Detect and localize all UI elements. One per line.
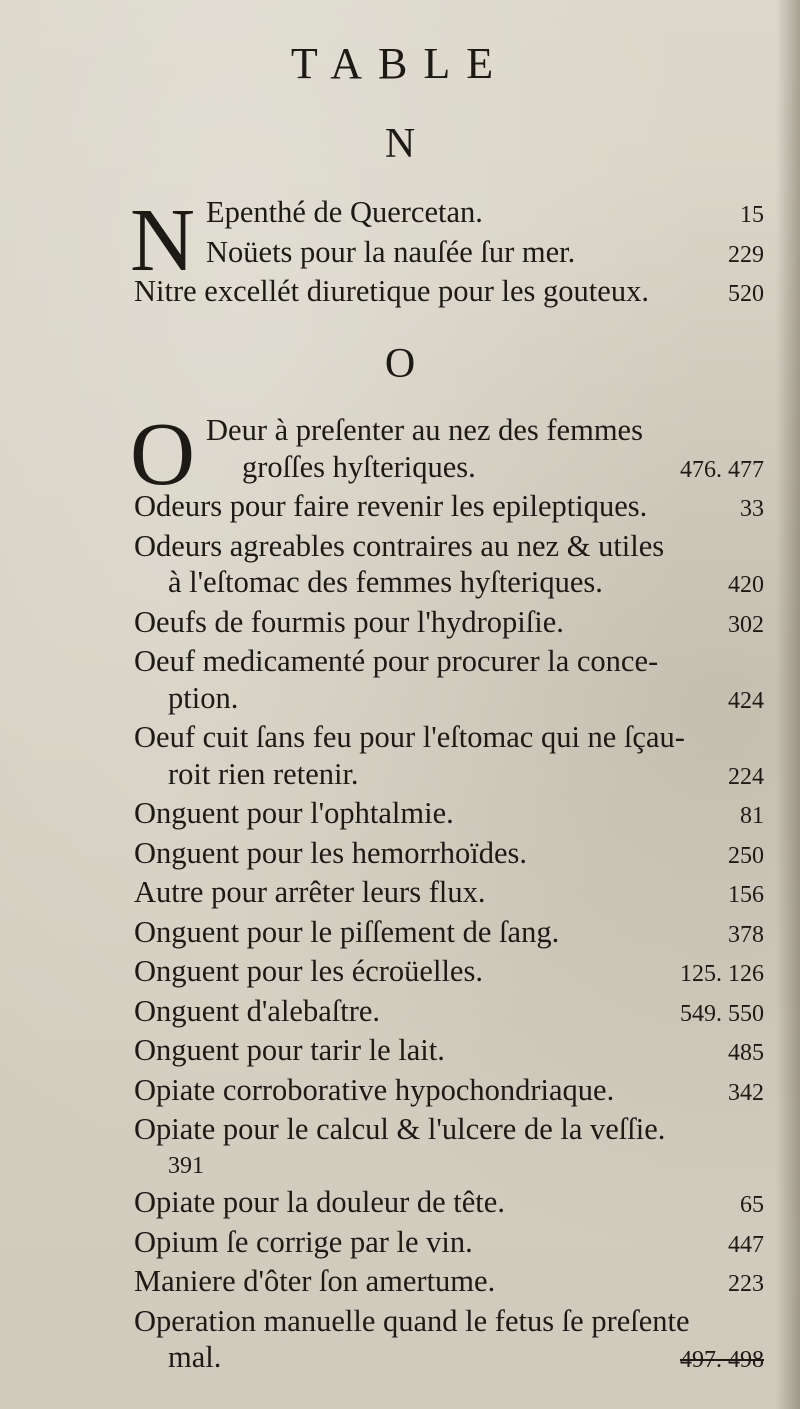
entry-text: Oeufs de fourmis pour l'hydropiſie. <box>134 604 564 639</box>
entry-text: ption. <box>168 680 239 715</box>
entry-page: 65 <box>740 1192 764 1218</box>
list-item <box>134 1224 764 1264</box>
dropcap-o: O <box>130 405 195 504</box>
list-item <box>134 449 764 489</box>
list-item <box>134 234 764 274</box>
list-item <box>134 643 764 680</box>
list-item <box>134 1184 764 1224</box>
entry-page: 342 <box>728 1079 764 1106</box>
list-item <box>134 1148 764 1185</box>
page-edge-shadow <box>776 0 800 1409</box>
list-item <box>134 719 764 756</box>
section-letter-o: O <box>384 341 416 387</box>
entry-text: Maniere d'ôter ſon amertume. <box>134 1264 496 1298</box>
page-title: TABLE <box>290 39 510 88</box>
entry-text: Noüets pour la nauſée ſur mer. <box>206 234 576 269</box>
entry-text: Epenthé de Quercetan. <box>206 195 483 229</box>
list-item <box>134 194 764 234</box>
entry-page: 497. 498 <box>680 1347 764 1373</box>
entry-page: 378 <box>728 921 764 948</box>
list-item <box>134 528 764 565</box>
entry-page: 424 <box>728 687 764 714</box>
list-item <box>134 680 764 720</box>
entry-page: 549. 550 <box>680 1000 764 1027</box>
entry-page: 224 <box>728 763 764 790</box>
entry-page: 229 <box>728 241 764 268</box>
entry-text: mal. <box>168 1340 222 1374</box>
list-item <box>134 273 764 313</box>
list-item <box>134 953 764 993</box>
entry-text: Opiate pour le calcul & l'ulcere de la veſſie. <box>134 1112 666 1146</box>
entry-text: Operation manuelle quand le fetus ſe preſente <box>134 1303 690 1338</box>
list-item <box>134 914 764 954</box>
list-item <box>134 756 764 796</box>
entry-page-continued: 391 <box>168 1152 204 1179</box>
dropcap-n: N <box>130 191 195 290</box>
entry-text: Onguent pour l'ophtalmie. <box>134 796 454 830</box>
entry-text: Onguent d'alebaſtre. <box>134 993 381 1028</box>
list-item <box>134 993 764 1033</box>
section-o-entries <box>134 412 764 1379</box>
entry-text: Deur à preſenter au nez des femmes <box>206 413 643 447</box>
list-item <box>134 1339 764 1379</box>
entry-text: Odeurs agreables contraires au nez & utiles <box>134 528 665 563</box>
list-item <box>134 1263 764 1303</box>
entry-page: 485 <box>728 1040 764 1066</box>
entry-page: 125. 126 <box>680 961 764 987</box>
entry-text: Onguent pour le piſſement de ſang. <box>134 914 560 949</box>
entry-page: 250 <box>728 842 764 869</box>
list-item <box>134 1111 764 1148</box>
entry-page: 476. 477 <box>680 456 764 483</box>
list-item <box>134 874 764 914</box>
list-item <box>134 1303 764 1340</box>
entry-text: groſſes hyſteriques. <box>242 449 476 484</box>
entry-text: Odeurs pour faire revenir les epileptiques. <box>134 489 648 523</box>
entry-text: Autre pour arrêter leurs flux. <box>134 875 486 909</box>
list-item <box>134 488 764 528</box>
list-item <box>134 835 764 875</box>
entry-page: 420 <box>728 572 764 598</box>
list-item <box>134 1072 764 1112</box>
entry-page: 156 <box>728 882 764 908</box>
entry-page: 520 <box>728 281 764 307</box>
entry-text: Onguent pour les écroüelles. <box>134 954 483 988</box>
entry-page: 223 <box>728 1271 764 1297</box>
entry-page: 33 <box>740 496 764 522</box>
entry-text: Onguent pour les hemorrhoïdes. <box>134 835 528 870</box>
section-n-entries <box>134 194 764 313</box>
entry-text: Oeuf medicamenté pour procurer la conce- <box>134 644 659 678</box>
entry-text: Nitre excellét diuretique pour les gouteux. <box>134 274 649 308</box>
entry-page: 81 <box>740 803 764 829</box>
entry-text: Onguent pour tarir le lait. <box>134 1033 445 1067</box>
section-letter-n: N <box>384 121 416 167</box>
entry-text: à l'eſtomac des femmes hyſteriques. <box>168 565 603 599</box>
entry-text: roit rien retenir. <box>168 756 359 791</box>
list-item <box>134 1032 764 1072</box>
list-item <box>134 604 764 644</box>
list-item <box>134 564 764 604</box>
entry-page: 302 <box>728 611 764 638</box>
entry-text: Opiate pour la douleur de tête. <box>134 1185 505 1219</box>
entry-text: Opium ſe corrige par le vin. <box>134 1224 473 1259</box>
entry-text: Oeuf cuit ſans feu pour l'eſtomac qui ne ſçau- <box>134 720 685 754</box>
list-item <box>134 795 764 835</box>
entry-page: 15 <box>740 202 764 228</box>
list-item <box>134 412 764 449</box>
entry-text: Opiate corroborative hypochondriaque. <box>134 1072 615 1107</box>
entry-page: 447 <box>728 1231 764 1258</box>
